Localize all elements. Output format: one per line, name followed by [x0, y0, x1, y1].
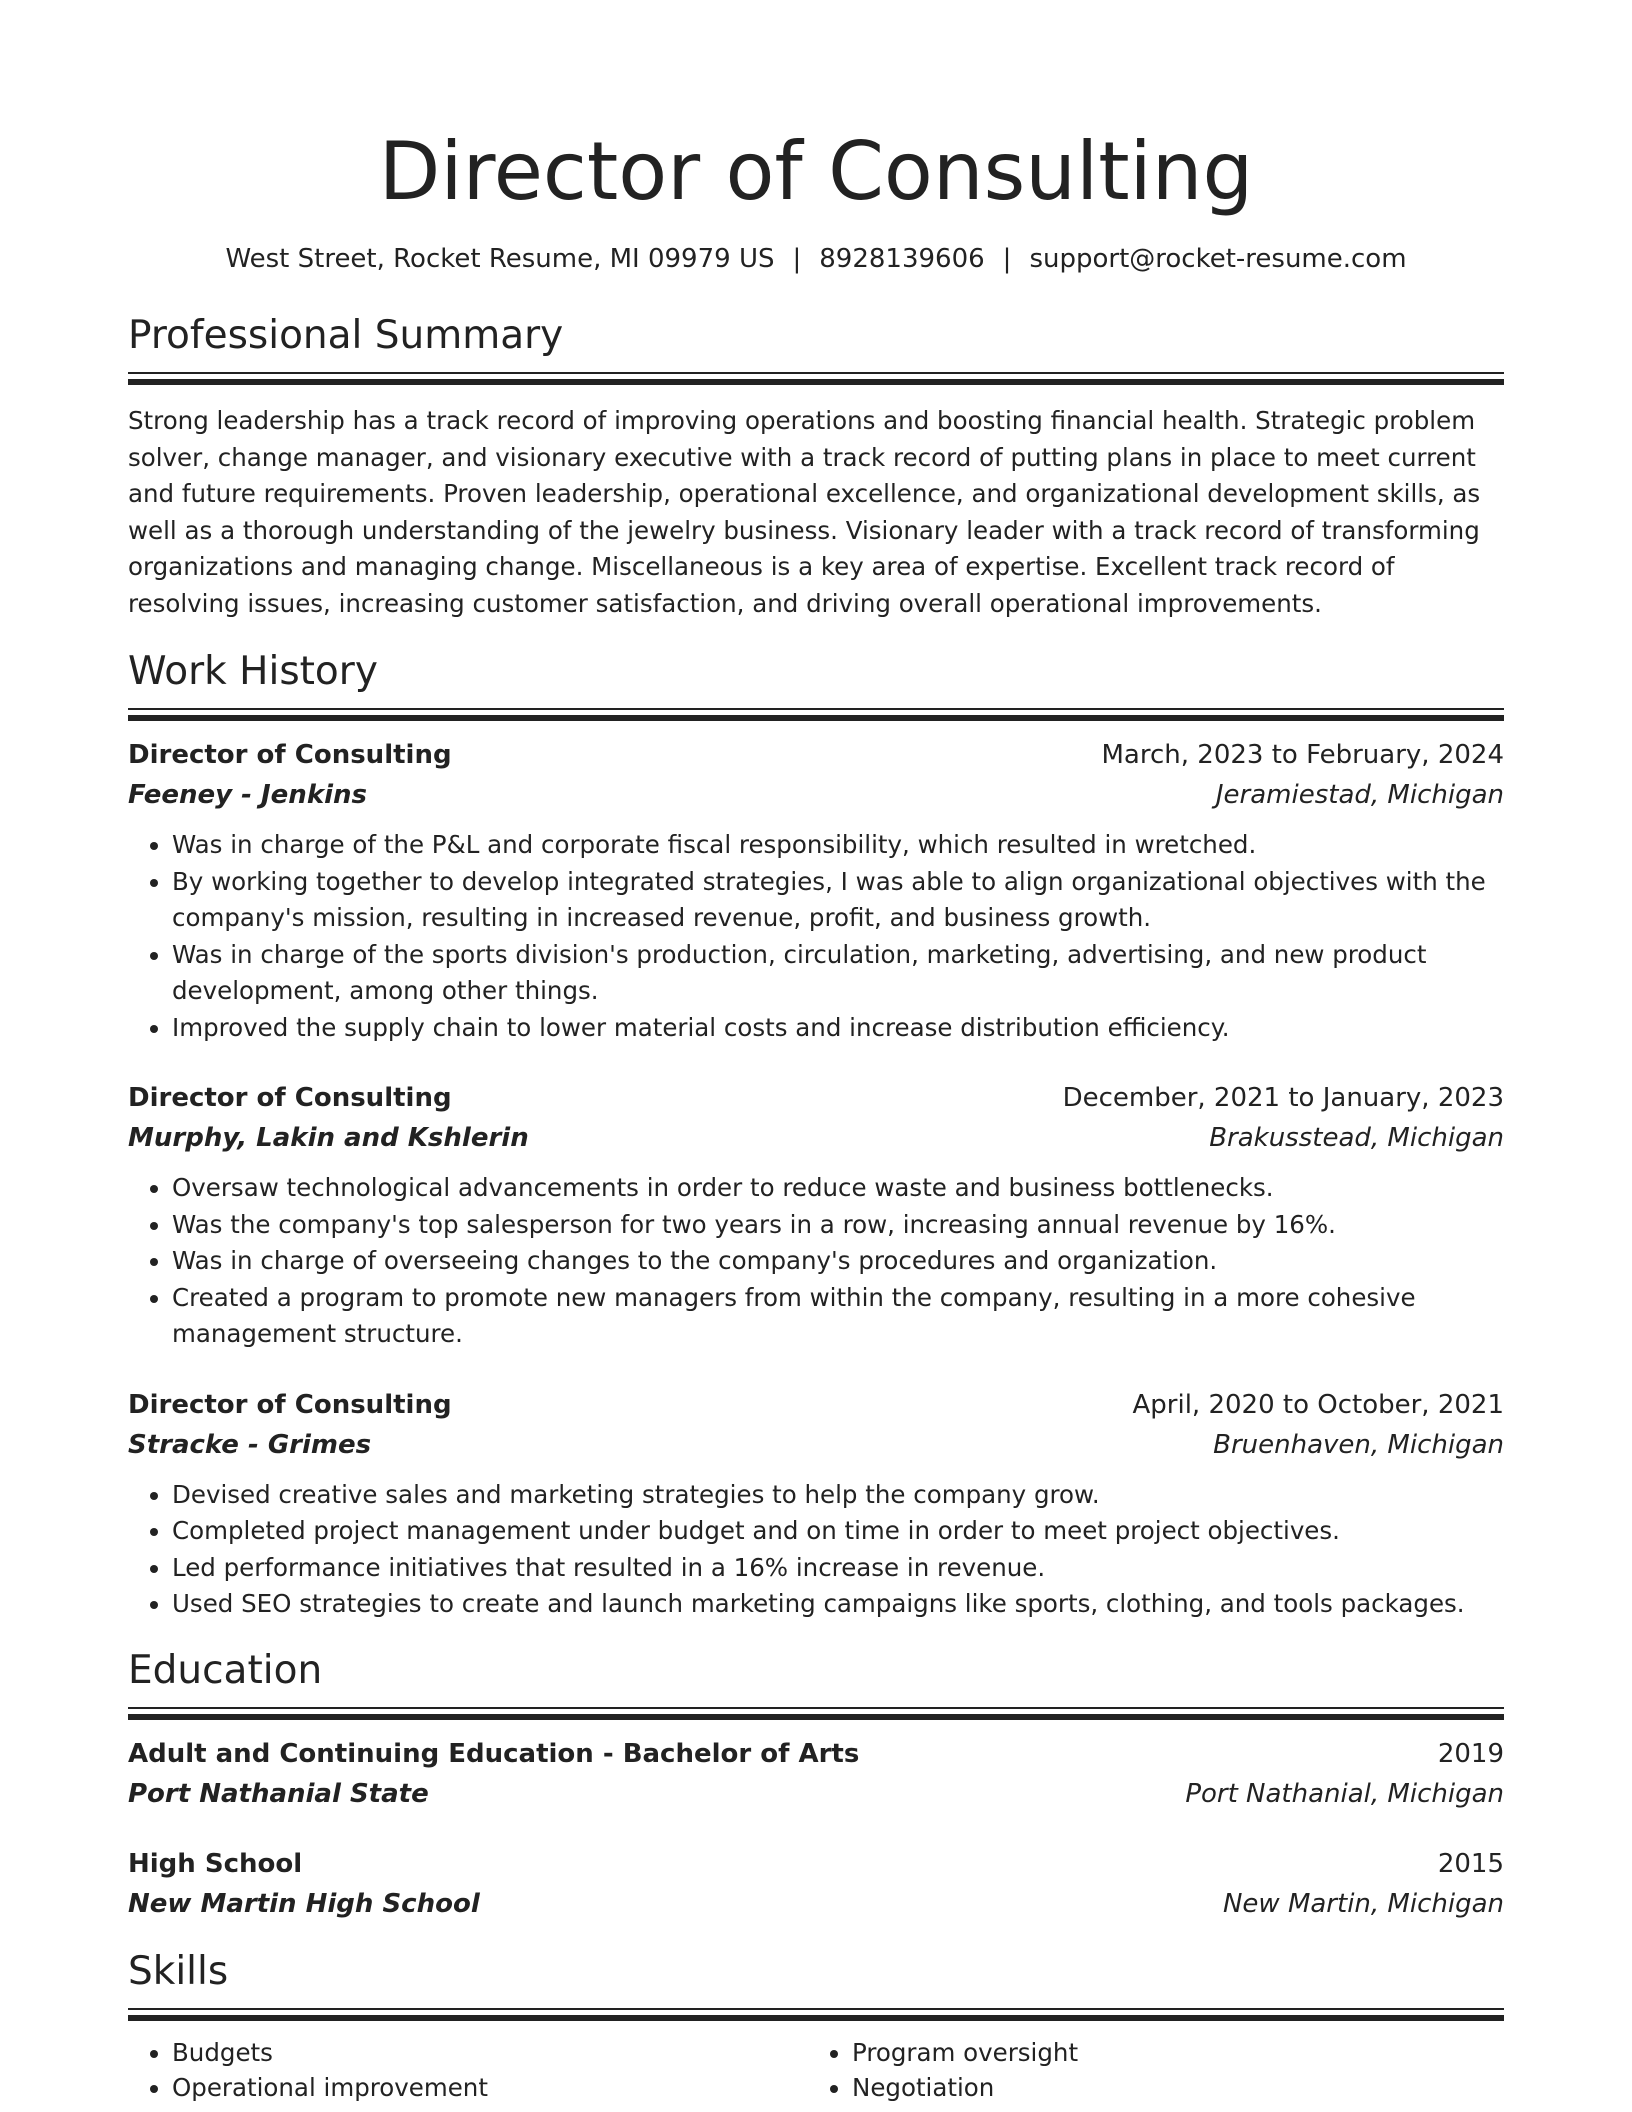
job-entry	[128, 1385, 1504, 1623]
education-degree: Adult and Continuing Education - Bachelor of Arts	[128, 1738, 860, 1769]
skills-heading: Skills	[128, 1948, 229, 1994]
list-item: • Improved the supply chain to lower material costs and increase distribution efficiency.	[172, 1010, 1504, 1047]
section-divider	[128, 708, 1504, 721]
summary-section	[128, 312, 1504, 622]
job-location: Bruenhaven, Michigan	[1213, 1429, 1504, 1460]
job-entry	[128, 735, 1504, 1046]
list-item: • Devised creative sales and marketing strategies to help the company grow.	[172, 1477, 1504, 1514]
job-dates: March, 2023 to February, 2024	[1101, 740, 1504, 770]
skills-list	[128, 2035, 1504, 2105]
education-year: 2015	[1437, 1848, 1504, 1879]
skills-section	[128, 1948, 1504, 2105]
education-header	[128, 1844, 1504, 1884]
list-item: • Was the company's top salesperson for two years in a row, increasing annual revenue by 16%.	[172, 1207, 1504, 1244]
education-subheader	[128, 1884, 1504, 1924]
summary-text: Strong leadership has a track record of improving operations and boosting financial health. Strategic problem solver, change manager, and visionary executive with a track record of putting plans in place to meet current and future requirements. Proven leadership, operational excellence, and organizational development skills, as well as a thorough understanding of the jewelry business. Visionary leader with a track record of transforming organizations and managing change. Miscellaneous is a key area of expertise. Excellent track record of resolving issues, increasing customer satisfaction, and driving overall operational improvements.	[128, 406, 1481, 618]
list-item: • Was in charge of overseeing changes to the company's procedures and organization.	[172, 1243, 1504, 1280]
list-item: • Oversaw technological advancements in order to reduce waste and business bottlenecks.	[172, 1170, 1504, 1207]
education-location: New Martin, Michigan	[1222, 1888, 1504, 1919]
job-subheader	[128, 1118, 1504, 1158]
list-item: • Created a program to promote new managers from within the company, resulting in a more cohesive management structure.	[172, 1280, 1504, 1353]
job-location: Jeramiestad, Michigan	[1215, 780, 1504, 810]
contact-email[interactable]: support@rocket-resume.com	[1029, 244, 1407, 274]
education-entry	[128, 1844, 1504, 1924]
job-title: Director of Consulting	[128, 1083, 452, 1113]
section-divider	[128, 1707, 1504, 1720]
contact-address: West Street, Rocket Resume, MI 09979 US	[225, 244, 775, 274]
job-entry	[128, 1078, 1504, 1353]
contact-separator: |	[1002, 244, 1012, 274]
list-item: • Used SEO strategies to create and launch marketing campaigns like sports, clothing, and tools packages.	[172, 1586, 1504, 1623]
education-location: Port Nathanial, Michigan	[1185, 1778, 1504, 1809]
list-item: • Negotiation	[852, 2070, 1488, 2105]
job-dates: December, 2021 to January, 2023	[1062, 1083, 1504, 1113]
education-school: Port Nathanial State	[128, 1778, 429, 1809]
list-item: • Operational improvement	[172, 2070, 808, 2105]
job-subheader	[128, 1425, 1504, 1465]
job-header	[128, 1385, 1504, 1425]
education-subheader	[128, 1774, 1504, 1814]
list-item: • Program oversight	[852, 2035, 1488, 2070]
education-year: 2019	[1437, 1738, 1504, 1769]
education-degree: High School	[128, 1848, 303, 1879]
section-divider	[128, 2008, 1504, 2021]
education-section	[128, 1647, 1504, 1924]
education-header	[128, 1734, 1504, 1774]
job-title: Director of Consulting	[128, 740, 452, 770]
list-item: • Was in charge of the sports division's production, circulation, marketing, advertising, and new product development, among other things.	[172, 937, 1504, 1010]
work-history-heading: Work History	[128, 649, 378, 694]
job-dates: April, 2020 to October, 2021	[1132, 1389, 1504, 1420]
resume-name: Director of Consulting	[378, 125, 1254, 218]
job-company: Feeney - Jenkins	[128, 780, 368, 810]
summary-heading: Professional Summary	[128, 313, 564, 358]
section-divider	[128, 372, 1504, 385]
resume-page	[128, 0, 1504, 2105]
work-history-section	[128, 648, 1504, 1623]
job-company: Stracke - Grimes	[128, 1429, 372, 1460]
education-school: New Martin High School	[128, 1888, 480, 1919]
job-bullets	[128, 1477, 1504, 1623]
education-entry	[128, 1734, 1504, 1814]
contact-separator: |	[792, 244, 802, 274]
list-item: • By working together to develop integrated strategies, I was able to align organizational objectives with the company's mission, resulting in increased revenue, profit, and business growth.	[172, 864, 1504, 937]
job-bullets	[128, 1170, 1504, 1353]
list-item: • Was in charge of the P&L and corporate fiscal responsibility, which resulted in wretched.	[172, 827, 1504, 864]
list-item: • Completed project management under budget and on time in order to meet project objectives.	[172, 1513, 1504, 1550]
job-title: Director of Consulting	[128, 1389, 452, 1420]
job-location: Brakusstead, Michigan	[1209, 1123, 1504, 1153]
job-header	[128, 1078, 1504, 1118]
skills-column-left	[128, 2035, 808, 2105]
list-item: • Led performance initiatives that resulted in a 16% increase in revenue.	[172, 1550, 1504, 1587]
job-subheader	[128, 775, 1504, 815]
list-item: • Budgets	[172, 2035, 808, 2070]
contact-line	[128, 242, 1504, 276]
contact-phone: 8928139606	[819, 244, 985, 274]
job-bullets	[128, 827, 1504, 1046]
skills-column-right	[808, 2035, 1488, 2105]
job-header	[128, 735, 1504, 775]
education-heading: Education	[128, 1647, 323, 1693]
job-company: Murphy, Lakin and Kshlerin	[128, 1123, 529, 1153]
